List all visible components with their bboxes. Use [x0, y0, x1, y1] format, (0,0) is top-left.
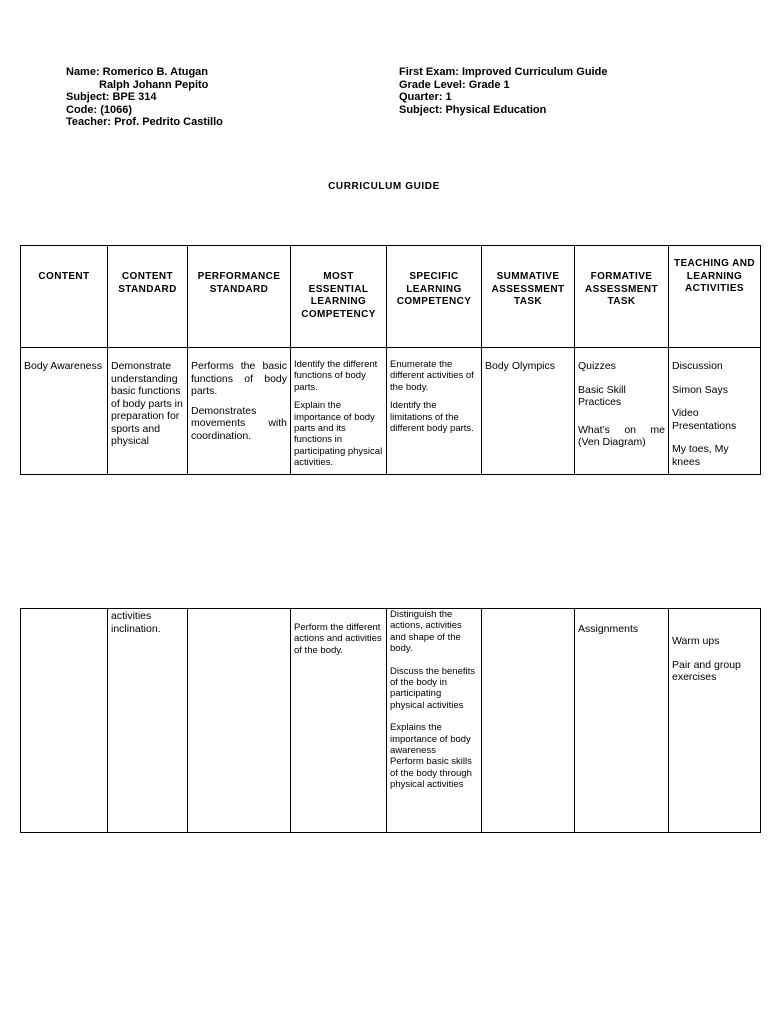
- header-summative: SUMMATIVE ASSESSMENT TASK: [482, 246, 575, 348]
- specific-item: Enumerate the different activities of the body.: [390, 359, 474, 393]
- activity-item: Simon Says: [672, 383, 729, 396]
- header-content: CONTENT: [21, 246, 108, 348]
- header-formative: FORMATIVE ASSESSMENT TASK: [575, 246, 669, 348]
- activities-cell: [669, 348, 761, 475]
- curriculum-table: [20, 245, 761, 475]
- subject-line: Subject: Physical Education: [399, 103, 547, 116]
- performance-item: Demonstrates movements with coordination.: [191, 404, 287, 442]
- melc-item: Explain the importance of body parts and its functions in participating physical activities.: [294, 400, 383, 469]
- teacher-line: Teacher: Prof. Pedrito Castillo: [66, 116, 223, 129]
- performance-standard-cell: [188, 609, 291, 833]
- header-row: [21, 246, 761, 348]
- header-specific-competency: SPECIFIC LEARNING COMPETENCY: [387, 246, 482, 348]
- header-melc: MOST ESSENTIAL LEARNING COMPETENCY: [291, 246, 387, 348]
- specific-item: Discuss the benefits of the body in participating physical activities: [390, 665, 476, 711]
- content-standard-cell: activities inclination.: [108, 609, 188, 833]
- melc-item: Identify the different functions of body parts.: [294, 359, 378, 393]
- exam-info: [399, 66, 607, 116]
- performance-standard-cell: [188, 348, 291, 475]
- content-cell: [21, 609, 108, 833]
- specific-item: Perform basic skills of the body through physical activities: [390, 756, 472, 791]
- content-standard-cell: Demonstrate understanding basic functions of body parts in preparation for sports and physical: [108, 348, 188, 475]
- activity-item: My toes, My knees: [672, 443, 729, 468]
- quarter-line: Quarter: 1: [399, 91, 452, 104]
- specific-cell: [387, 348, 482, 475]
- melc-cell: [291, 348, 387, 475]
- student-info: [66, 66, 223, 129]
- grade-level-line: Grade Level: Grade 1: [399, 78, 510, 91]
- activity-item: Video Presentations: [672, 407, 737, 432]
- header-performance-standard: PERFORMANCE STANDARD: [188, 246, 291, 348]
- exam-line: First Exam: Improved Curriculum Guide: [399, 66, 608, 78]
- content-cell: Body Awareness: [21, 348, 108, 475]
- subject-code-line: Subject: BPE 314: [66, 91, 157, 104]
- summative-cell: Body Olympics: [482, 348, 575, 475]
- name-line: Name: Romerico B. Atugan: [66, 66, 209, 78]
- performance-item: Performs the basic functions of body parts.: [191, 360, 287, 397]
- specific-item: Distinguish the actions, activities and shape of the body.: [390, 609, 462, 655]
- specific-cell: [387, 609, 482, 833]
- activities-cell: [669, 609, 761, 833]
- code-line: Code: (1066): [66, 103, 133, 116]
- formative-item: What’s on me (Ven Diagram): [578, 423, 665, 448]
- formative-item: Quizzes: [578, 360, 616, 372]
- page-title: CURRICULUM GUIDE: [328, 181, 440, 192]
- header-activities: TEACHING AND LEARNING ACTIVITIES: [669, 246, 761, 348]
- summative-cell: [482, 609, 575, 833]
- header-content-standard: CONTENT STANDARD: [108, 246, 188, 348]
- activity-item: Pair and group exercises: [672, 658, 741, 683]
- name-line-2: Ralph Johann Pepito: [99, 78, 209, 91]
- table-row: [21, 609, 761, 833]
- curriculum-table-continued: [20, 608, 761, 833]
- specific-item: Identify the limitations of the different body parts.: [390, 400, 474, 435]
- activity-item: Discussion: [672, 360, 723, 372]
- formative-cell: [575, 348, 669, 475]
- activity-item: Warm ups: [672, 635, 720, 647]
- melc-cell: Perform the different actions and activities of the body.: [291, 609, 387, 833]
- specific-item: Explains the importance of body awareness: [390, 722, 471, 757]
- formative-cell: Assignments: [575, 609, 669, 833]
- formative-item: Basic Skill Practices: [578, 383, 626, 408]
- table-row: [21, 348, 761, 475]
